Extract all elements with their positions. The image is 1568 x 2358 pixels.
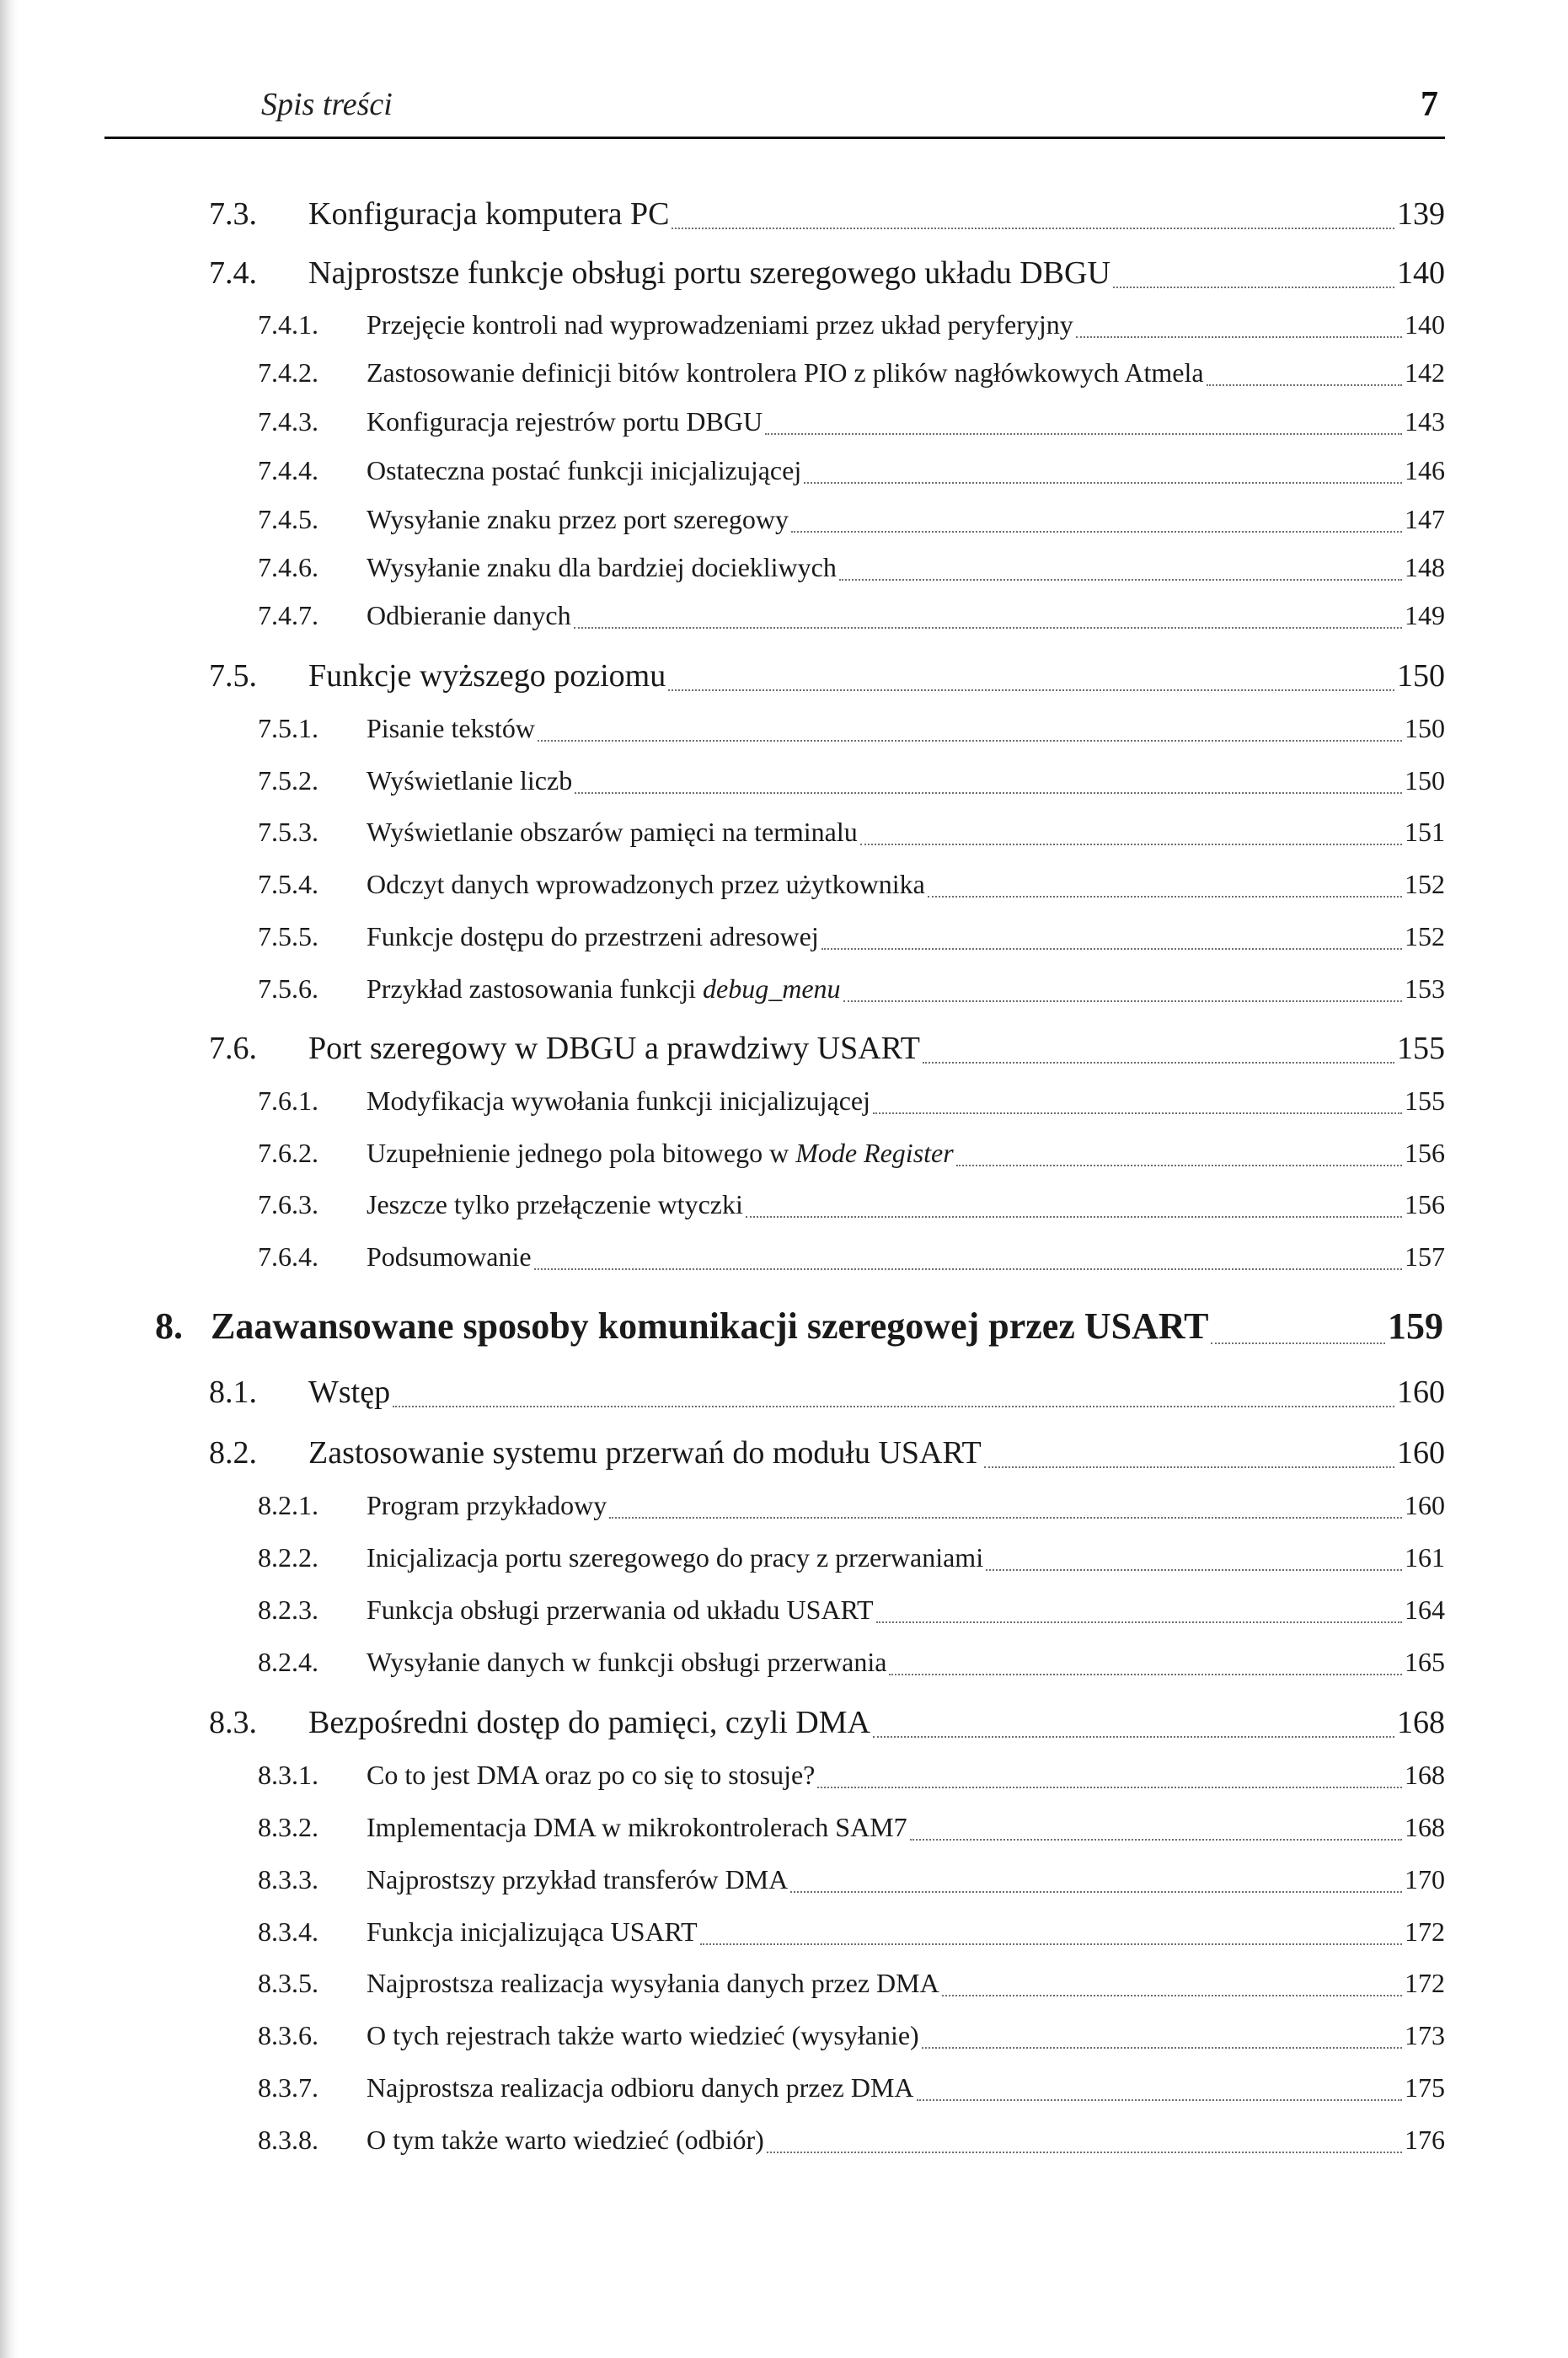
toc-number: 7.4.6.: [258, 552, 318, 582]
dot-leader: [765, 406, 1402, 435]
toc-number: 8.2.3.: [258, 1594, 318, 1625]
toc-number: 8.2.2.: [258, 1542, 318, 1573]
dot-leader: [538, 713, 1402, 742]
dot-leader: [1211, 1305, 1385, 1344]
toc-number: 7.4.5.: [258, 504, 318, 534]
toc-title: Wysyłanie znaku dla bardziej dociekliwych: [367, 552, 837, 582]
toc-title: Zastosowanie systemu przerwań do modułu USART: [308, 1435, 982, 1471]
toc-entry-8-3-1[interactable]: [258, 1755, 1445, 1791]
toc-page: 150: [1397, 658, 1445, 694]
toc-page: 170: [1405, 1864, 1445, 1894]
toc-number: 7.5.: [209, 658, 257, 694]
toc-number: 7.6.4.: [258, 1241, 318, 1272]
toc-title: Konfiguracja komputera PC: [308, 196, 670, 232]
toc-number: 8.3.6.: [258, 2020, 318, 2050]
toc-entry-8-3-2[interactable]: [258, 1808, 1445, 1843]
toc-page: 164: [1405, 1594, 1445, 1625]
dot-leader: [672, 196, 1394, 229]
toc-number: 7.4.4.: [258, 455, 318, 485]
toc-title: Port szeregowy w DBGU a prawdziwy USART: [308, 1031, 920, 1066]
toc-title: [367, 973, 841, 1005]
toc-title: Najprostszy przykład transferów DMA: [367, 1864, 789, 1894]
toc-number: 8.2.4.: [258, 1647, 318, 1677]
dot-leader: [873, 1085, 1402, 1114]
toc-title: Najprostsza realizacja wysyłania danych przez DMA: [367, 1968, 939, 1998]
toc-entry-7-4-7[interactable]: [258, 596, 1445, 631]
toc-title: Inicjalizacja portu szeregowego do pracy z przerwaniami: [367, 1542, 984, 1573]
toc-title: Funkcje wyższego poziomu: [308, 658, 666, 694]
toc-number: 8.2.1.: [258, 1490, 318, 1520]
dot-leader: [942, 1968, 1402, 1996]
dot-leader: [804, 455, 1402, 484]
toc-page: 151: [1405, 817, 1445, 847]
toc-page: 168: [1405, 1812, 1445, 1842]
toc-page: 160: [1397, 1375, 1445, 1410]
toc-title: Najprostsze funkcje obsługi portu szeregowego układu DBGU: [308, 255, 1110, 291]
dot-leader: [746, 1189, 1402, 1218]
toc-entry-8-3[interactable]: [209, 1699, 1445, 1741]
toc-number: 7.5.4.: [258, 869, 318, 899]
toc-entry-8-3-3[interactable]: [258, 1860, 1445, 1895]
dot-leader: [889, 1647, 1402, 1675]
toc-entry-7-6-3[interactable]: [258, 1185, 1445, 1220]
toc-title: Modyfikacja wywołania funkcji inicjalizującej: [367, 1085, 870, 1116]
toc-entry-8-2-4[interactable]: [258, 1643, 1445, 1678]
toc-entry-7-5-1[interactable]: [258, 709, 1445, 744]
toc-entry-7-5-3[interactable]: [258, 812, 1445, 848]
toc-number: 7.6.: [209, 1031, 257, 1066]
toc-page: 155: [1405, 1085, 1445, 1116]
toc-page: 160: [1405, 1490, 1445, 1520]
toc-entry-7-6-4[interactable]: [258, 1237, 1445, 1273]
toc-entry-8-3-5[interactable]: [258, 1964, 1445, 1999]
dot-leader: [922, 2020, 1402, 2049]
toc-page: 157: [1405, 1241, 1445, 1272]
toc-title: Zastosowanie definicji bitów kontrolera PIO z plików nagłówkowych Atmela: [367, 357, 1204, 388]
toc-page: 172: [1405, 1916, 1445, 1947]
toc-entry-7-4-3[interactable]: [258, 402, 1445, 437]
toc-title: Implementacja DMA w mikrokontrolerach SAM7: [367, 1812, 907, 1842]
toc-entry-7-6-2[interactable]: [258, 1133, 1445, 1169]
toc-page: 168: [1405, 1760, 1445, 1790]
dot-leader: [860, 817, 1402, 845]
toc-page: 156: [1405, 1189, 1445, 1219]
toc-title: Wyświetlanie liczb: [367, 765, 573, 796]
dot-leader: [821, 921, 1402, 950]
toc-page: 155: [1397, 1031, 1445, 1066]
toc-entry-7-5[interactable]: [209, 652, 1445, 694]
dot-leader: [790, 1864, 1402, 1893]
toc-page: 168: [1397, 1705, 1445, 1740]
toc-entry-7-6-1[interactable]: [258, 1081, 1445, 1117]
toc-page: 140: [1405, 309, 1445, 340]
toc-page: 152: [1405, 869, 1445, 899]
toc-page: 160: [1397, 1435, 1445, 1471]
toc-entry-8-3-7[interactable]: [258, 2068, 1445, 2103]
dot-leader: [1207, 357, 1402, 386]
toc-number: 8.2.: [209, 1435, 257, 1471]
toc-page: 146: [1405, 455, 1445, 485]
toc-page: 150: [1405, 765, 1445, 796]
header-page-number: 7: [1421, 85, 1438, 124]
toc-title: Wstęp: [308, 1375, 391, 1410]
toc-page: 139: [1397, 196, 1445, 232]
toc-title: Pisanie tekstów: [367, 713, 535, 743]
dot-leader: [791, 504, 1402, 533]
toc-number: 7.4.2.: [258, 357, 318, 388]
toc-entry-8-3-8[interactable]: [258, 2120, 1445, 2156]
toc-number: 7.4.1.: [258, 309, 318, 340]
toc-entry-7-4-5[interactable]: [258, 500, 1445, 535]
toc-page: 149: [1405, 600, 1445, 630]
toc-title-text: Uzupełnienie jednego pola bitowego w: [367, 1138, 789, 1168]
toc-title: O tym także warto wiedzieć (odbiór): [367, 2125, 764, 2155]
dot-leader: [956, 1138, 1402, 1166]
toc-title: [367, 1138, 954, 1169]
toc-page: 173: [1405, 2020, 1445, 2050]
toc-page: 176: [1405, 2125, 1445, 2155]
toc-page: 140: [1397, 255, 1445, 291]
dot-leader: [928, 869, 1402, 898]
dot-leader: [910, 1812, 1402, 1841]
toc-title: Wysyłanie danych w funkcji obsługi przerwania: [367, 1647, 887, 1677]
toc-entry-8-2-1[interactable]: [258, 1486, 1445, 1521]
toc-number: 7.5.5.: [258, 921, 318, 951]
toc-title: Ostateczna postać funkcji inicjalizującej: [367, 455, 802, 485]
toc-number: 8.3.4.: [258, 1916, 318, 1947]
toc-number: 8.: [155, 1305, 183, 1347]
toc-entry-8-3-4[interactable]: [258, 1912, 1445, 1948]
dot-leader: [843, 973, 1402, 1002]
toc-title-italic: Mode Register: [795, 1138, 954, 1168]
dot-leader: [575, 765, 1402, 794]
toc-entry-8-2-3[interactable]: [258, 1590, 1445, 1626]
toc-page: 143: [1405, 406, 1445, 437]
toc-number: 7.6.3.: [258, 1189, 318, 1219]
toc-title: Konfiguracja rejestrów portu DBGU: [367, 406, 763, 437]
toc-page: 153: [1405, 973, 1445, 1004]
toc-entry-7-5-4[interactable]: [258, 865, 1445, 900]
toc-number: 7.5.3.: [258, 817, 318, 847]
header-title: Spis treści: [261, 87, 393, 122]
toc-number: 7.5.6.: [258, 973, 318, 1004]
dot-leader: [984, 1434, 1394, 1468]
dot-leader: [917, 2072, 1403, 2101]
toc-number: 8.1.: [209, 1375, 257, 1410]
toc-entry-7-5-5[interactable]: [258, 917, 1445, 952]
toc-page: 142: [1405, 357, 1445, 388]
toc-entry-7-5-2[interactable]: [258, 761, 1445, 796]
toc-page: 161: [1405, 1542, 1445, 1573]
toc-title: Odbieranie danych: [367, 600, 571, 630]
dot-leader: [767, 2125, 1402, 2153]
toc-entry-7-4-1[interactable]: [258, 305, 1445, 340]
toc-entry-8-2-2[interactable]: [258, 1538, 1445, 1573]
toc-number: 8.3.1.: [258, 1760, 318, 1790]
toc-title-italic: debug_menu: [703, 973, 841, 1004]
toc-title: Bezpośredni dostęp do pamięci, czyli DMA: [308, 1705, 870, 1740]
toc-page: 165: [1405, 1647, 1445, 1677]
toc-entry-7-6[interactable]: [209, 1025, 1445, 1067]
dot-leader: [839, 552, 1402, 581]
toc-title-text: Przykład zastosowania funkcji: [367, 973, 696, 1004]
toc-page: 175: [1405, 2072, 1445, 2103]
toc-title: Funkcja inicjalizująca USART: [367, 1916, 698, 1947]
toc-entry-7-5-6[interactable]: [258, 969, 1445, 1005]
toc-page: 148: [1405, 552, 1445, 582]
dot-leader: [923, 1030, 1394, 1064]
dot-leader: [1113, 255, 1394, 288]
dot-leader: [817, 1760, 1402, 1788]
toc-title: Najprostsza realizacja odbioru danych przez DMA: [367, 2072, 914, 2103]
toc-entry-8-2[interactable]: [209, 1429, 1445, 1471]
dot-leader: [700, 1916, 1402, 1945]
toc-entry-chapter-8[interactable]: [155, 1300, 1443, 1348]
toc-title: Podsumowanie: [367, 1241, 532, 1272]
toc-title: Zaawansowane sposoby komunikacji szeregowej przez USART: [211, 1305, 1209, 1347]
toc-number: 8.3.7.: [258, 2072, 318, 2103]
toc-page: 150: [1405, 713, 1445, 743]
toc-page: 172: [1405, 1968, 1445, 1998]
dot-leader: [876, 1594, 1402, 1623]
toc-number: 8.3.2.: [258, 1812, 318, 1842]
toc-entry-8-1[interactable]: [209, 1369, 1445, 1411]
toc-number: 8.3.3.: [258, 1864, 318, 1894]
toc-number: 7.3.: [209, 196, 257, 232]
dot-leader: [986, 1542, 1402, 1571]
toc-entry-7-3[interactable]: [209, 190, 1445, 233]
toc-page: 159: [1388, 1305, 1443, 1347]
dot-leader: [534, 1241, 1402, 1270]
dot-leader: [1076, 309, 1402, 338]
toc-title: Co to jest DMA oraz po co się to stosuje?: [367, 1760, 816, 1790]
toc-number: 8.3.: [209, 1705, 257, 1740]
toc-page: 156: [1405, 1138, 1445, 1168]
toc-title: Odczyt danych wprowadzonych przez użytkownika: [367, 869, 925, 899]
toc-number: 8.3.5.: [258, 1968, 318, 1998]
toc-number: 7.4.3.: [258, 406, 318, 437]
dot-leader: [609, 1490, 1402, 1519]
toc-number: 7.4.: [209, 255, 257, 291]
toc-title: Przejęcie kontroli nad wyprowadzeniami przez układ peryferyjny: [367, 309, 1073, 340]
toc-entry-7-4-4[interactable]: [258, 451, 1445, 486]
toc-number: 7.6.1.: [258, 1085, 318, 1116]
toc-page: 152: [1405, 921, 1445, 951]
toc-title: Funkcja obsługi przerwania od układu USART: [367, 1594, 874, 1625]
toc-number: 7.6.2.: [258, 1138, 318, 1168]
toc-page: 147: [1405, 504, 1445, 534]
toc-entry-7-4[interactable]: [209, 249, 1445, 292]
toc-title: Wyświetlanie obszarów pamięci na terminalu: [367, 817, 858, 847]
toc-title: Wysyłanie znaku przez port szeregowy: [367, 504, 789, 534]
toc-number: 7.5.1.: [258, 713, 318, 743]
dot-leader: [393, 1374, 1394, 1407]
toc-entry-7-4-6[interactable]: [258, 548, 1445, 583]
dot-leader: [574, 600, 1402, 629]
toc-entry-7-4-2[interactable]: [258, 353, 1445, 389]
dot-leader: [668, 657, 1394, 691]
toc-title: Program przykładowy: [367, 1490, 607, 1520]
toc-number: 7.5.2.: [258, 765, 318, 796]
toc-title: Jeszcze tylko przełączenie wtyczki: [367, 1189, 743, 1219]
toc-number: 8.3.8.: [258, 2125, 318, 2155]
toc-title: Funkcje dostępu do przestrzeni adresowej: [367, 921, 819, 951]
toc-number: 7.4.7.: [258, 600, 318, 630]
toc-title: O tych rejestrach także warto wiedzieć (wysyłanie): [367, 2020, 919, 2050]
toc-entry-8-3-6[interactable]: [258, 2016, 1445, 2051]
dot-leader: [873, 1704, 1394, 1738]
